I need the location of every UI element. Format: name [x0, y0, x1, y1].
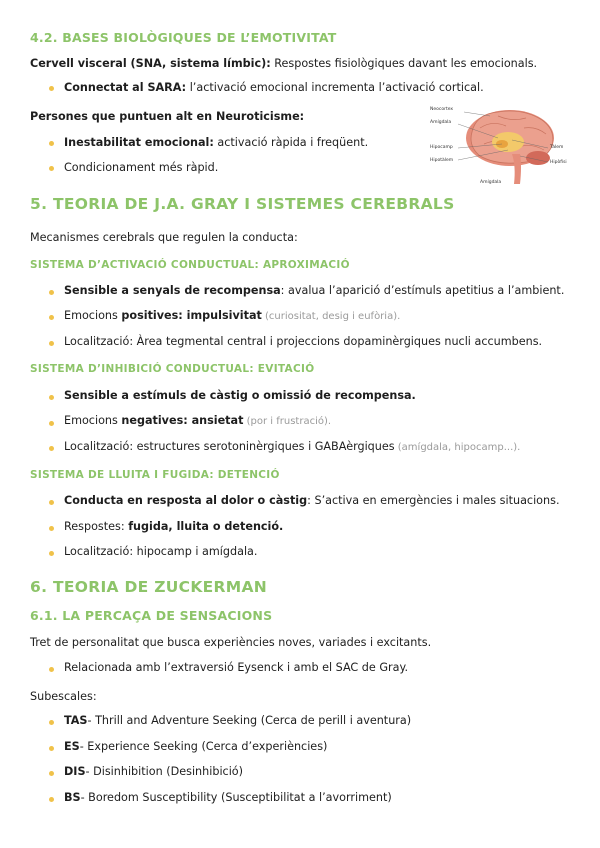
- bullet-dot: [49, 797, 54, 802]
- section-6-intro: Tret de personalitat que busca experiències noves, variades i excitants.: [30, 636, 432, 649]
- ffs-bullet-2: [64, 520, 283, 533]
- subscale-item: [64, 740, 327, 753]
- bis-bullet-1: Sensible a estímuls de càstig o omissió de recompensa.: [64, 389, 416, 402]
- brain-label: Hipotàlem: [430, 158, 454, 163]
- ffs-2-bold: fugida, lluita o detenció.: [128, 520, 284, 533]
- section-5-intro: Mecanismes cerebrals que regulen la conducta:: [30, 231, 298, 244]
- subscale-desc: - Thrill and Adventure Seeking (Cerca de perill i aventura): [87, 714, 412, 727]
- bullet-dot: [49, 290, 54, 295]
- brain-illustration: [428, 102, 574, 188]
- bullet-dot: [49, 341, 54, 346]
- section-5-title: 5. TEORIA DE J.A. GRAY I SISTEMES CEREBRALS: [30, 195, 455, 213]
- section-6-title: 6. TEORIA DE ZUCKERMAN: [30, 578, 268, 596]
- bullet-sara: [64, 81, 484, 94]
- bas-2-pre: Emocions: [64, 309, 122, 322]
- bis-bullet-3: [64, 440, 520, 453]
- sara-text: l’activació emocional incrementa l’activació cortical.: [186, 81, 484, 94]
- section-4-2-title: 4.2. BASES BIOLÒGIQUES DE L’EMOTIVITAT: [30, 30, 337, 45]
- subscale-code: ES: [64, 740, 80, 753]
- bullet-dot: [49, 446, 54, 451]
- section-6-1-title: 6.1. LA PERCAÇA DE SENSACIONS: [30, 608, 273, 623]
- subscale-desc: - Boredom Susceptibility (Susceptibilitat a l’avorriment): [80, 791, 392, 804]
- bas-heading: SISTEMA D’ACTIVACIÓ CONDUCTUAL: APROXIMACIÓ: [30, 259, 350, 271]
- bullet-dot: [49, 500, 54, 505]
- bis-2-bold: negatives: ansietat: [121, 414, 244, 427]
- bullet-dot: [49, 667, 54, 672]
- bis-bullet-2: [64, 414, 331, 427]
- instability-bold: Inestabilitat emocional:: [64, 136, 214, 149]
- subscale-code: TAS: [64, 714, 88, 727]
- subscale-code: DIS: [64, 765, 86, 778]
- subscale-item: [64, 714, 411, 727]
- brain-label: Amígdala: [480, 180, 502, 185]
- brain-label: Hipocamp: [430, 145, 453, 150]
- ffs-2-pre: Respostes:: [64, 520, 129, 533]
- visceral-line: [30, 57, 537, 70]
- subscale-desc: - Disinhibition (Desinhibició): [85, 765, 244, 778]
- bullet-instability: [64, 136, 368, 149]
- subscales-label: Subescales:: [30, 690, 97, 703]
- bas-2-bold: positives: impulsivitat: [121, 309, 262, 322]
- bas-2-note: (curiositat, desig i eufòria).: [261, 311, 401, 322]
- bas-bullet-2: [64, 309, 400, 322]
- bullet-dot: [49, 166, 54, 171]
- bullet-dot: [49, 395, 54, 400]
- subscale-code: BS: [64, 791, 81, 804]
- bullet-dot: [49, 86, 54, 91]
- brain-label: Tàlem: [550, 145, 564, 150]
- bis-2-note: (por i frustració).: [243, 416, 332, 427]
- visceral-bold: Cervell visceral (SNA, sistema límbic):: [30, 57, 271, 70]
- ffs-bullet-3: Localització: hipocamp i amígdala.: [64, 545, 258, 558]
- bullet-dot: [49, 720, 54, 725]
- brain-label: Amígdala: [430, 120, 452, 125]
- bullet-dot: [49, 141, 54, 146]
- bullet-dot: [49, 526, 54, 531]
- zuckerman-bullet: Relacionada amb l’extraversió Eysenck i amb el SAC de Gray.: [64, 661, 409, 674]
- neuroticism-heading: Persones que puntuen alt en Neuroticisme:: [30, 110, 305, 123]
- subscale-desc: - Experience Seeking (Cerca d’experiències): [79, 740, 328, 753]
- sara-bold: Connectat al SARA:: [64, 81, 187, 94]
- ffs-1-text: : S’activa en emergències i males situacions.: [307, 494, 560, 507]
- instability-text: activació ràpida i freqüent.: [213, 136, 369, 149]
- visceral-text: Respostes fisiològiques davant les emocionals.: [270, 57, 538, 70]
- bis-3-note: (amígdala, hipocamp...).: [394, 442, 521, 453]
- bas-1-bold: Sensible a senyals de recompensa: [64, 284, 281, 297]
- bis-2-pre: Emocions: [64, 414, 122, 427]
- bullet-dot: [49, 551, 54, 556]
- bullet-dot: [49, 771, 54, 776]
- subscale-item: [64, 765, 243, 778]
- brain-label: Neocortex: [430, 107, 454, 112]
- ffs-bullet-1: [64, 494, 560, 507]
- bis-3-text: Localització: estructures serotoninèrgiques i GABAèrgiques: [64, 440, 395, 453]
- ffs-1-bold: Conducta en resposta al dolor o càstig: [64, 494, 308, 507]
- bas-bullet-1: [64, 284, 564, 297]
- bullet-dot: [49, 421, 54, 426]
- bas-1-text: : avalua l’aparició d’estímuls apetitius a l’ambient.: [280, 284, 565, 297]
- bis-heading: SISTEMA D’INHIBICIÓ CONDUCTUAL: EVITACIÓ: [30, 363, 315, 375]
- brain-label: Hipòfisi: [550, 160, 567, 165]
- bullet-dot: [49, 315, 54, 320]
- bullet-dot: [49, 746, 54, 751]
- ffs-heading: SISTEMA DE LLUITA I FUGIDA: DETENCIÓ: [30, 469, 280, 481]
- bas-bullet-3: Localització: Àrea tegmental central i projeccions dopaminèrgiques nucli accumbens.: [64, 335, 543, 348]
- subscale-item: [64, 791, 392, 804]
- bullet-conditioning: Condicionament més ràpid.: [64, 161, 219, 174]
